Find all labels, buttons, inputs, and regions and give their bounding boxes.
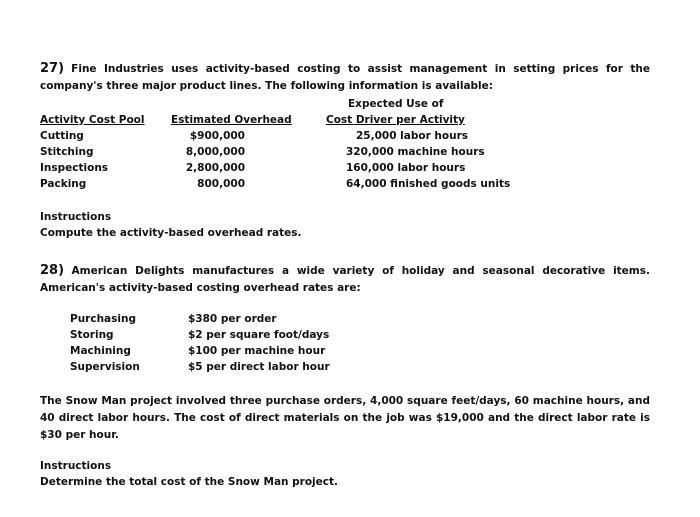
q27-pool-cell: Packing [40, 178, 87, 190]
table-row [40, 311, 650, 327]
q27-driver-cell: 320,000 machine hours [346, 146, 485, 158]
table-row [40, 128, 650, 144]
q28-paragraph [40, 262, 650, 297]
q27-driver-cell: 160,000 labor hours [346, 162, 466, 174]
q27-header-driver: Cost Driver per Activity [326, 114, 465, 126]
q27-text: Fine Industries uses activity-based costing to assist management in setting prices for the company's three major product lines. The following information is available: [40, 63, 650, 92]
q27-header-row [40, 112, 650, 128]
q28-rate-name: Storing [70, 329, 114, 341]
q28-text: American Delights manufactures a wide variety of holiday and seasonal decorative items. American's activity-based costing overhead rates are: [40, 265, 650, 294]
q28-rates-table [40, 311, 650, 375]
q27-table [40, 96, 650, 192]
q28-project-text: The Snow Man project involved three purchase orders, 4,000 square feet/days, 60 machine hours, and 40 direct labor hours. The cost of direct materials on the job was $19,000 and the direct labor rate is $30 per hour. [40, 395, 650, 441]
q27-number: 27) [40, 61, 65, 76]
q27-overhead-cell: $900,000 [189, 130, 245, 142]
q27-paragraph [40, 60, 650, 95]
q28-rate-value: $380 per order [188, 313, 277, 325]
q28-rate-name: Machining [70, 345, 131, 357]
q28-rate-value: $5 per direct labor hour [188, 361, 330, 373]
q28-rate-value: $2 per square foot/days [188, 329, 330, 341]
q27-overhead-cell: 8,000,000 [185, 146, 245, 158]
q27-driver-cell: 25,000 labor hours [356, 130, 469, 142]
q27-header-overhead: Estimated Overhead [171, 114, 292, 126]
table-row [40, 327, 650, 343]
table-row [40, 144, 650, 160]
q27-header-top-row [40, 96, 650, 112]
q28-rate-name: Purchasing [70, 313, 136, 325]
q28-number: 28) [40, 263, 65, 278]
table-row [40, 176, 650, 192]
document-page [40, 60, 650, 490]
q28-instructions-label: Instructions [40, 460, 112, 472]
q27-header-top: Expected Use of [348, 98, 444, 110]
q28-rate-value: $100 per machine hour [188, 345, 326, 357]
table-row [40, 160, 650, 176]
q27-instructions-label: Instructions [40, 211, 112, 223]
q27-instructions [40, 209, 650, 241]
q27-header-pool: Activity Cost Pool [40, 114, 145, 126]
q27-driver-cell: 64,000 finished goods units [346, 178, 511, 190]
table-row [40, 343, 650, 359]
q27-overhead-cell: 2,800,000 [185, 162, 245, 174]
q28-instructions [40, 458, 650, 490]
q27-instructions-text: Compute the activity-based overhead rates. [40, 227, 302, 239]
q27-pool-cell: Cutting [40, 130, 84, 142]
q27-pool-cell: Inspections [40, 162, 109, 174]
table-row [40, 359, 650, 375]
q27-overhead-cell: 800,000 [197, 178, 245, 190]
q28-rate-name: Supervision [70, 361, 140, 373]
q28-instructions-text: Determine the total cost of the Snow Man project. [40, 476, 339, 488]
q27-pool-cell: Stitching [40, 146, 94, 158]
